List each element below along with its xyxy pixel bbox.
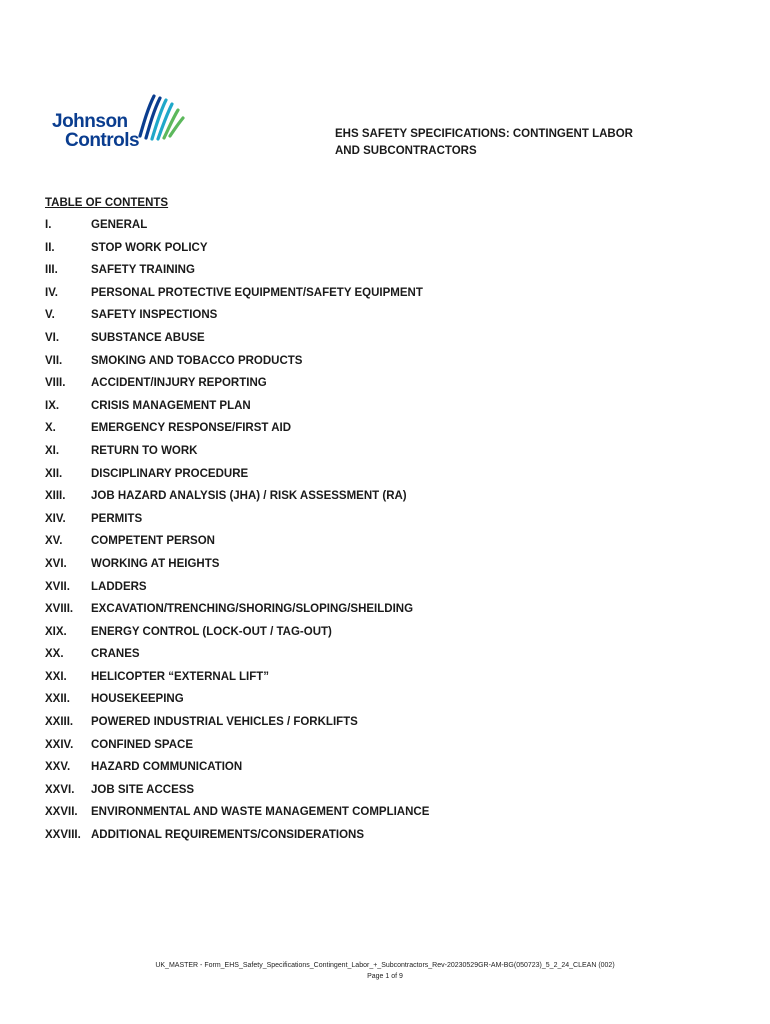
toc-item-number: V. [45, 309, 55, 322]
toc-item-title: WORKING AT HEIGHTS [91, 557, 220, 570]
toc-item-title: ACCIDENT/INJURY REPORTING [91, 377, 267, 390]
toc-item[interactable] [45, 626, 695, 649]
toc-item[interactable] [45, 671, 695, 694]
toc-item-number: II. [45, 241, 55, 254]
toc-item[interactable] [45, 468, 695, 491]
toc-item[interactable] [45, 784, 695, 807]
toc-item[interactable] [45, 761, 695, 784]
toc-item-number: XII. [45, 467, 63, 480]
toc-item-number: XVIII. [45, 603, 74, 616]
toc-item[interactable] [45, 558, 695, 581]
toc-item-title: SAFETY TRAINING [91, 264, 195, 277]
footer-page-number: Page 1 of 9 [367, 973, 403, 980]
toc-item[interactable] [45, 535, 695, 558]
toc-item-number: VI. [45, 331, 60, 344]
toc-item-number: XV. [45, 535, 63, 548]
toc-item-title: SAFETY INSPECTIONS [91, 309, 218, 322]
toc-item-title: POWERED INDUSTRIAL VEHICLES / FORKLIFTS [91, 716, 358, 729]
toc-item-number: I. [45, 219, 52, 231]
toc-item[interactable] [45, 716, 695, 739]
toc-item-title: STOP WORK POLICY [91, 241, 208, 254]
document-title: EHS SAFETY SPECIFICATIONS: CONTINGENT LABOR AND SUBCONTRACTORS [335, 128, 633, 157]
toc-item-title: ENERGY CONTROL (LOCK-OUT / TAG-OUT) [91, 625, 332, 638]
toc-item-number: XXIII. [45, 716, 74, 729]
toc-item-title: HELICOPTER “EXTERNAL LIFT” [91, 670, 270, 683]
logo-wordmark [52, 112, 139, 150]
toc-item-number: XVI. [45, 557, 67, 570]
toc-item[interactable] [45, 377, 695, 400]
logo-line1: Johnson [52, 111, 128, 132]
toc-item-title: ENVIRONMENTAL AND WASTE MANAGEMENT COMPLIANCE [91, 806, 430, 819]
toc-item-number: III. [45, 264, 58, 277]
toc-item[interactable] [45, 309, 695, 332]
toc-item-number: XXV. [45, 761, 71, 774]
toc-item[interactable] [45, 693, 695, 716]
toc-item-number: XI. [45, 444, 60, 457]
toc-item-title: CONFINED SPACE [91, 738, 194, 751]
toc-item-number: IV. [45, 286, 59, 299]
toc-item[interactable] [45, 490, 695, 513]
footer-filename: UK_MASTER - Form_EHS_Safety_Specifications_Contingent_Labor_+_Subcontractors_Rev-20230529GR-AM-BG(050723)_5_2_24_CLEAN (002) [155, 962, 615, 969]
toc-item-title: COMPETENT PERSON [91, 535, 215, 548]
toc-item-title: LADDERS [91, 580, 147, 593]
toc-item-number: XXVI. [45, 783, 75, 796]
toc-item-number: XIII. [45, 490, 66, 503]
toc-item-title: ADDITIONAL REQUIREMENTS/CONSIDERATIONS [91, 829, 365, 842]
toc-item[interactable] [45, 219, 695, 242]
toc-item-number: X. [45, 422, 56, 435]
toc-item[interactable] [45, 400, 695, 423]
toc-item[interactable] [45, 603, 695, 626]
toc-item-number: VII. [45, 354, 63, 367]
toc-item[interactable] [45, 581, 695, 604]
toc-item-number: XXIV. [45, 738, 74, 751]
toc-item[interactable] [45, 422, 695, 445]
toc-item-title: DISCIPLINARY PROCEDURE [91, 467, 249, 480]
toc-item-number: XXII. [45, 693, 70, 706]
toc-item[interactable] [45, 332, 695, 355]
johnson-controls-logo [52, 94, 192, 156]
toc-item-title: HOUSEKEEPING [91, 693, 184, 706]
table-of-contents [45, 219, 695, 852]
toc-item-number: XXVIII. [45, 829, 81, 842]
toc-item-title: CRANES [91, 648, 140, 661]
toc-item-title: JOB SITE ACCESS [91, 783, 195, 796]
toc-item-title: PERMITS [91, 512, 143, 525]
toc-item-number: XXVII. [45, 806, 78, 819]
toc-item-title: CRISIS MANAGEMENT PLAN [91, 399, 251, 412]
toc-item-number: IX. [45, 399, 60, 412]
toc-item[interactable] [45, 739, 695, 762]
toc-item-title: EXCAVATION/TRENCHING/SHORING/SLOPING/SHEILDING [91, 603, 414, 616]
toc-item-title: PERSONAL PROTECTIVE EQUIPMENT/SAFETY EQUIPMENT [91, 286, 423, 299]
page-footer [0, 960, 770, 982]
toc-item[interactable] [45, 829, 695, 852]
toc-item-title: HAZARD COMMUNICATION [91, 761, 243, 774]
toc-item-title: SMOKING AND TOBACCO PRODUCTS [91, 354, 303, 367]
toc-item-number: XVII. [45, 580, 70, 593]
toc-item[interactable] [45, 806, 695, 829]
toc-item-number: XX. [45, 648, 64, 661]
toc-item[interactable] [45, 287, 695, 310]
toc-item[interactable] [45, 242, 695, 265]
toc-item[interactable] [45, 648, 695, 671]
toc-item-title: SUBSTANCE ABUSE [91, 331, 205, 344]
toc-item-number: VIII. [45, 377, 66, 390]
toc-item[interactable] [45, 445, 695, 468]
toc-item[interactable] [45, 355, 695, 378]
toc-item-number: XIX. [45, 625, 67, 638]
toc-item-title: JOB HAZARD ANALYSIS (JHA) / RISK ASSESSMENT (RA) [91, 490, 407, 503]
toc-item-title: EMERGENCY RESPONSE/FIRST AID [91, 422, 292, 435]
logo-line2: Controls [65, 130, 140, 151]
toc-item-number: XIV. [45, 512, 66, 525]
toc-item[interactable] [45, 264, 695, 287]
toc-item-number: XXI. [45, 670, 67, 683]
johnson-controls-stripes-icon [136, 94, 186, 142]
toc-heading: TABLE OF CONTENTS [45, 197, 169, 209]
toc-item-title: GENERAL [91, 219, 148, 231]
toc-item-title: RETURN TO WORK [91, 444, 198, 457]
toc-item[interactable] [45, 513, 695, 536]
